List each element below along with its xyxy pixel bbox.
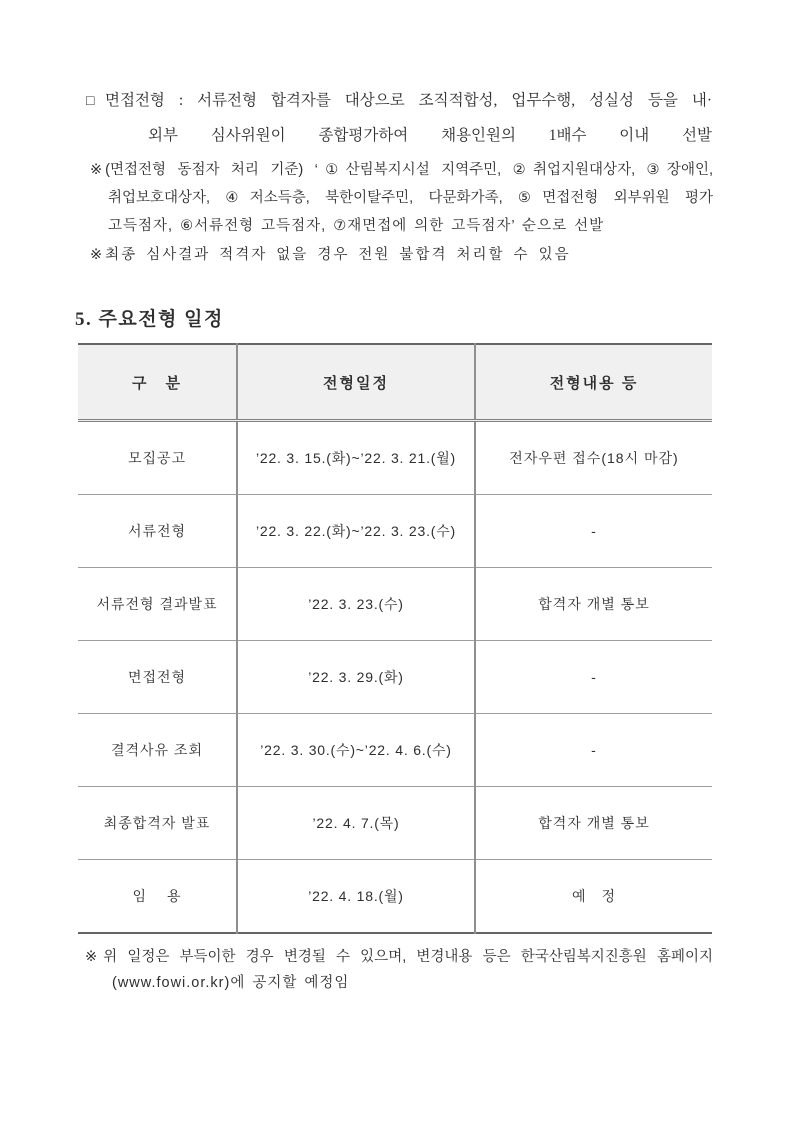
reference-mark-icon: ※: [90, 162, 103, 178]
cell-category: 서류전형 결과발표: [78, 568, 237, 641]
tiebreak-note-line-2: 취업보호대상자, ④저소득층, 북한이탈주민, 다문화가족, ⑤면접전형 외부위원 평가: [108, 190, 713, 206]
cell-content: -: [475, 714, 712, 787]
cell-schedule: ’22. 3. 15.(화)~’22. 3. 21.(월): [237, 421, 475, 495]
cell-content: 전자우편 접수(18시 마감): [509, 450, 679, 466]
cell-content: 합격자 개별 통보: [475, 787, 712, 860]
cell-category: 최종합격자 발표: [78, 787, 237, 860]
table-row: [78, 714, 712, 787]
reference-mark-icon: ※: [90, 247, 103, 263]
cell-category: 면접전형: [78, 641, 237, 714]
cell-category: 모집공고: [78, 421, 237, 495]
final-decision-note: [90, 245, 713, 266]
table-row: [78, 641, 712, 714]
schedule-table: [78, 343, 712, 934]
cell-content: 합격자 개별 통보: [475, 568, 712, 641]
table-row: [78, 568, 712, 641]
interview-paragraph-line-1: 면접전형 : 서류전형 합격자를 대상으로 조직적합성, 업무수행, 성실성 등을 내·: [105, 92, 712, 109]
cell-schedule: ’22. 3. 23.(수): [237, 568, 475, 641]
table-row: [78, 495, 712, 568]
cell-schedule: ’22. 4. 18.(월): [237, 860, 475, 934]
cell-content: -: [475, 641, 712, 714]
table-header-row: [78, 344, 712, 421]
interview-paragraph-line-2: 외부 심사위원이 종합평가하여 채용인원의 1배수 이내 선발: [148, 127, 712, 144]
table-row: [78, 860, 712, 934]
tiebreak-note: [90, 160, 713, 181]
schedule-change-footnote: [85, 947, 713, 968]
cell-category: 임 용: [78, 860, 237, 934]
table-row: [78, 421, 712, 495]
footnote-line-1: 위 일정은 부득이한 경우 변경될 수 있으며, 변경내용 등은 한국산림복지진흥원 홈페이지: [103, 949, 713, 965]
tiebreak-note-line-1: (면접전형 동점자 처리 기준) ‘①산림복지시설 지역주민, ②취업지원대상자, ③장애인,: [105, 162, 713, 178]
reference-mark-icon: ※: [85, 949, 98, 965]
table-row: [78, 787, 712, 860]
footnote-line-2: (www.fowi.or.kr)에 공지할 예정임: [112, 975, 350, 991]
section-title: 5. 주요전형 일정: [75, 309, 224, 330]
cell-schedule: ’22. 3. 29.(화): [237, 641, 475, 714]
cell-content: 예 정: [475, 860, 712, 934]
cell-schedule: ’22. 3. 30.(수)~’22. 4. 6.(수): [237, 714, 475, 787]
header-content: 전형내용 등: [475, 344, 712, 421]
cell-schedule: ’22. 3. 22.(화)~’22. 3. 23.(수): [237, 495, 475, 568]
cell-schedule: ’22. 4. 7.(목): [237, 787, 475, 860]
final-decision-note-text: 최종 심사결과 적격자 없을 경우 전원 불합격 처리할 수 있음: [105, 247, 571, 263]
tiebreak-note-line-3: 고득점자, ⑥서류전형 고득점자, ⑦재면접에 의한 고득점자’ 순으로 선발: [108, 218, 605, 234]
cell-category: 결격사유 조회: [78, 714, 237, 787]
header-category: 구 분: [78, 344, 237, 421]
square-bullet-icon: □: [86, 94, 95, 109]
cell-content: -: [475, 495, 712, 568]
header-schedule: 전형일정: [237, 344, 475, 421]
cell-category: 서류전형: [78, 495, 237, 568]
